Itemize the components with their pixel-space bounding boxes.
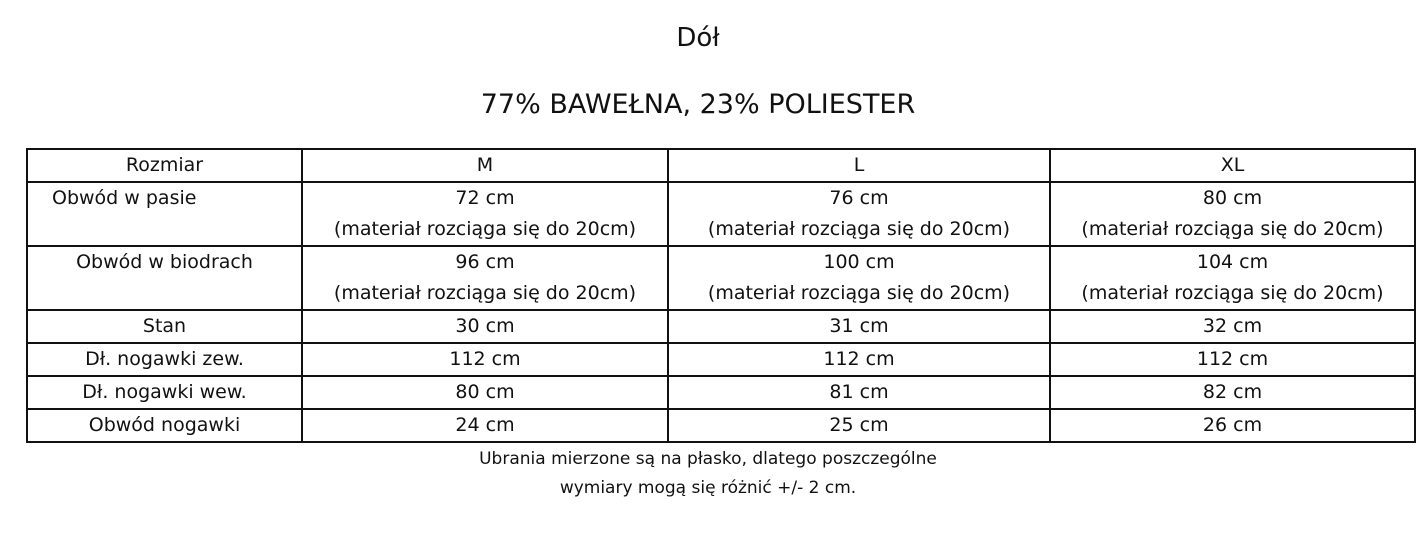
row-label-outseam: Dł. nogawki zew. [27,343,302,376]
cell-leg-m: 24 cm [302,409,668,442]
table-row [27,409,1415,442]
cell-note: (materiał rozciąga się do 20cm) [333,218,637,240]
cell-inseam-m: 80 cm [302,376,668,409]
cell-waist-m [302,182,668,246]
cell-value: 80 cm [1202,187,1263,209]
cell-inseam-l: 81 cm [668,376,1050,409]
column-header-l: L [668,149,1050,182]
row-label-leg-circumference: Obwód nogawki [27,409,302,442]
table-row [27,310,1415,343]
table-row [27,182,1415,246]
cell-note: (materiał rozciąga się do 20cm) [1081,218,1384,240]
table-row [27,343,1415,376]
column-header-xl: XL [1050,149,1415,182]
cell-leg-l: 25 cm [668,409,1050,442]
cell-waist-l [668,182,1050,246]
cell-hips-m [302,246,668,310]
size-table [26,148,1416,443]
measurement-note-line: wymiary mogą się różnić +/- 2 cm. [559,478,857,498]
cell-note: (materiał rozciąga się do 20cm) [707,282,1011,304]
cell-rise-m: 30 cm [302,310,668,343]
measurement-note [0,445,1416,503]
cell-inseam-xl: 82 cm [1050,376,1415,409]
cell-note: (materiał rozciąga się do 20cm) [707,218,1011,240]
page-title: Dół [676,23,720,53]
table-row [27,246,1415,310]
cell-leg-xl: 26 cm [1050,409,1415,442]
cell-value: 104 cm [1196,251,1269,273]
cell-value: 72 cm [455,187,515,209]
cell-rise-l: 31 cm [668,310,1050,343]
table-row [27,376,1415,409]
row-label-rise: Stan [27,310,302,343]
cell-outseam-m: 112 cm [302,343,668,376]
row-label-waist: Obwód w pasie [27,182,302,246]
cell-value: 100 cm [823,251,895,273]
row-label-inseam: Dł. nogawki wew. [27,376,302,409]
measurement-note-line: Ubrania mierzone są na płasko, dlatego poszczególne [479,449,937,469]
cell-value: 76 cm [829,187,889,209]
row-label-hips: Obwód w biodrach [27,246,302,310]
cell-hips-xl [1050,246,1415,310]
cell-note: (materiał rozciąga się do 20cm) [1081,282,1384,304]
column-header-size: Rozmiar [27,149,302,182]
material-composition: 77% BAWEŁNA, 23% POLIESTER [480,89,916,120]
cell-hips-l [668,246,1050,310]
table-header-row [27,149,1415,182]
cell-waist-xl [1050,182,1415,246]
cell-outseam-l: 112 cm [668,343,1050,376]
cell-outseam-xl: 112 cm [1050,343,1415,376]
column-header-m: M [302,149,668,182]
cell-rise-xl: 32 cm [1050,310,1415,343]
cell-note: (materiał rozciąga się do 20cm) [333,282,637,304]
cell-value: 96 cm [455,251,515,273]
